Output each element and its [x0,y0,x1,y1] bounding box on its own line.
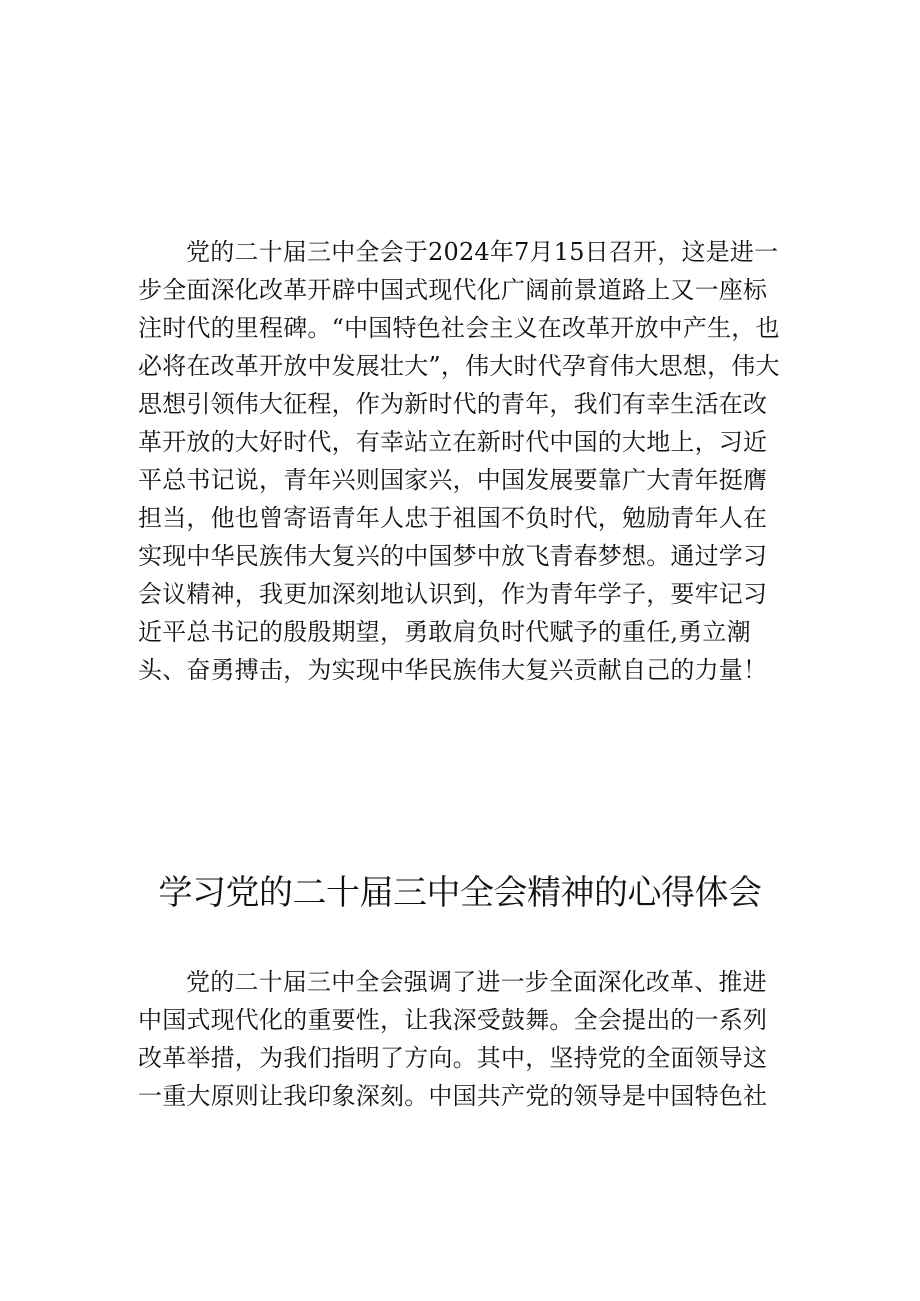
body-paragraph-2: 党的二十届三中全会强调了进一步全面深化改革、推进中国式现代化的重要性，让我深受鼓舞。全会提出的一系列改革举措，为我们指明了方向。其中，坚持党的全面领导这一重大原则让我印象深刻。中国共产党的领导是中国特色社 [138,968,768,1110]
section-heading: 学习党的二十届三中全会精神的心得体会 [158,873,762,913]
body-paragraph-1: 党的二十届三中全会于2024年7月15日召开，这是进一步全面深化改革开辟中国式现代化广阔前景道路上又一座标注时代的里程碑。“中国特色社会主义在改革开放中产生，也必将在改革开放中发展壮大”，伟大时代孕育伟大思想，伟大思想引领伟大征程，作为新时代的青年，我们有幸生活在改革开放的大好时代，有幸站立在新时代中国的大地上，习近平总书记说，青年兴则国家兴，中国发展要靠广大青年挺膺担当，他也曾寄语青年人忠于祖国不负时代，勉励青年人在实现中华民族伟大复兴的中国梦中放飞青春梦想。通过学习会议精神，我更加深刻地认识到，作为青年学子，要牢记习近平总书记的殷殷期望，勇敢肩负时代赋予的重任,勇立潮头、奋勇搏击，为实现中华民族伟大复兴贡献自己的力量！ [138,238,780,684]
